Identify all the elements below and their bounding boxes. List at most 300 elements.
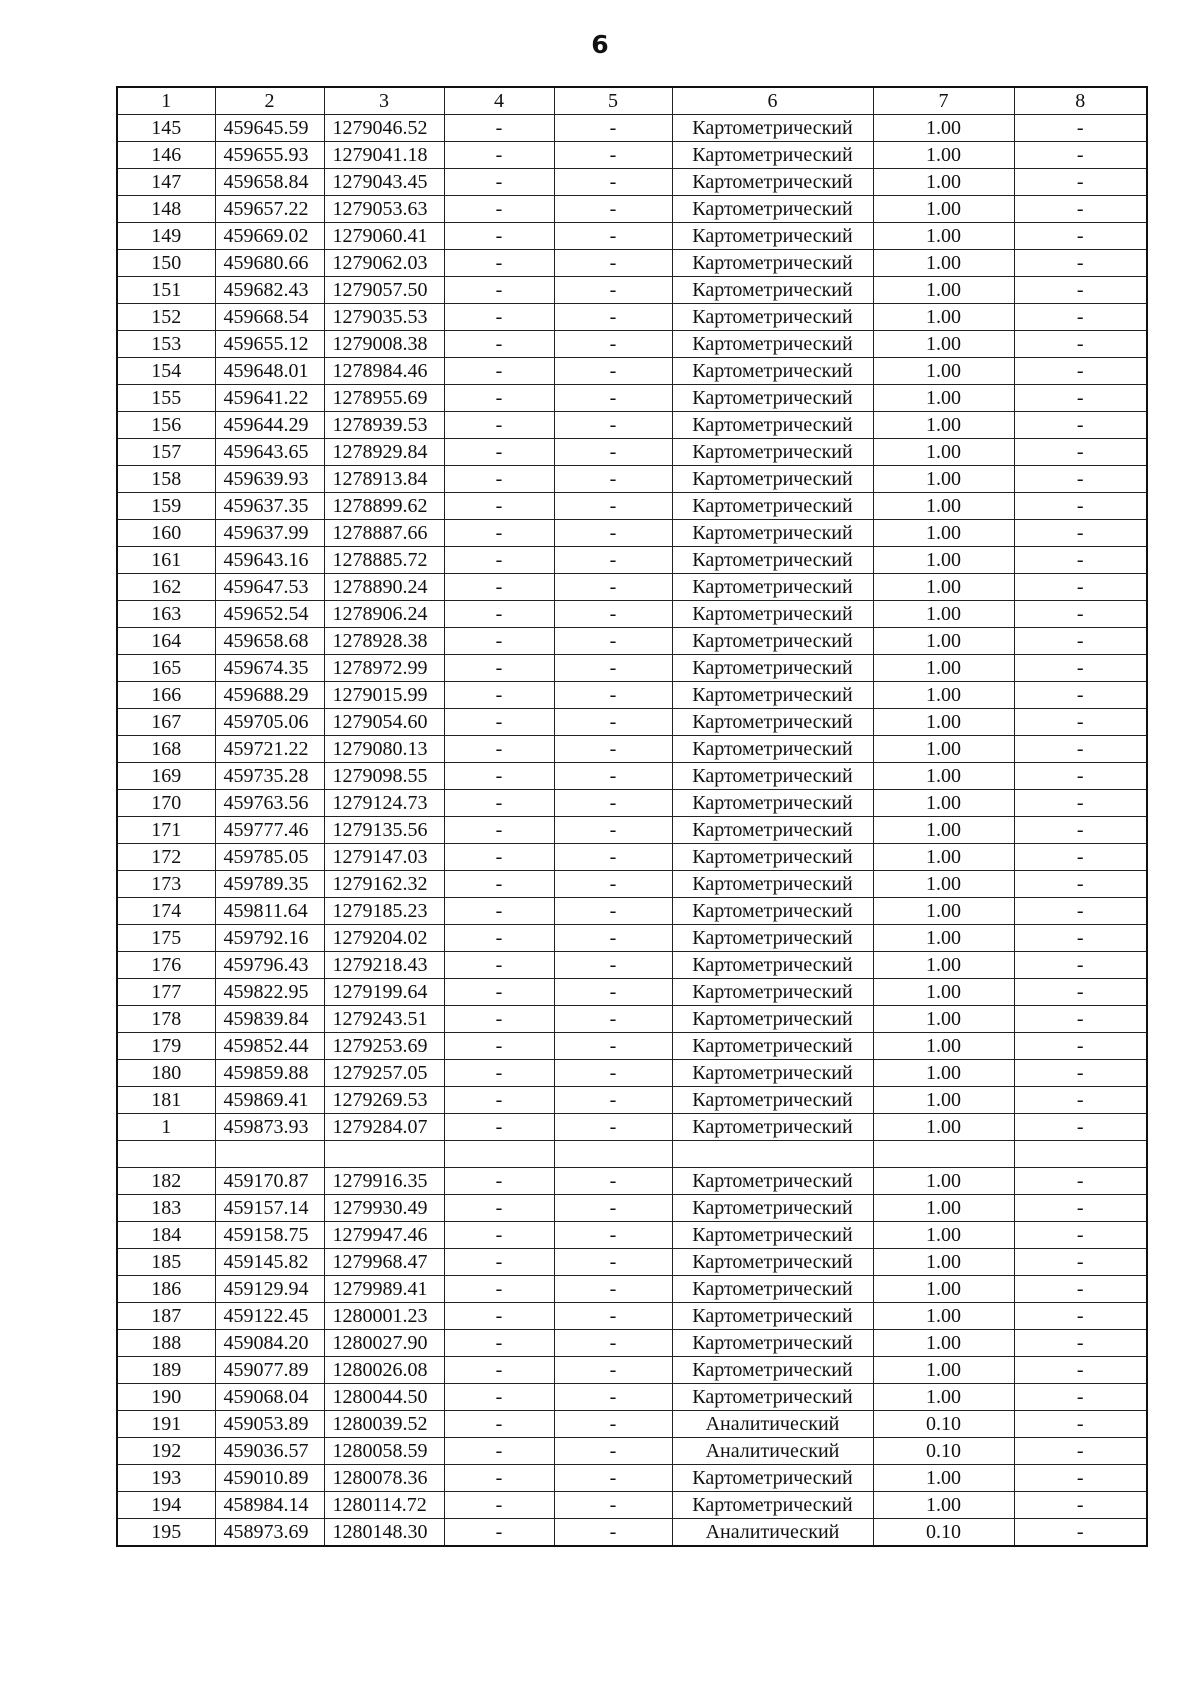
y-coordinate-cell: 1280058.59 (324, 1438, 444, 1465)
table-row (117, 1168, 1147, 1195)
point-number-cell: 154 (117, 358, 215, 385)
column-4-cell: - (444, 1438, 554, 1465)
column-5-cell: - (554, 331, 672, 358)
point-number-cell: 170 (117, 790, 215, 817)
x-coordinate-cell: 459648.01 (215, 358, 324, 385)
accuracy-cell: 1.00 (873, 1357, 1014, 1384)
y-coordinate-cell: 1279257.05 (324, 1060, 444, 1087)
column-4-cell: - (444, 655, 554, 682)
accuracy-cell: 1.00 (873, 682, 1014, 709)
method-cell: Картометрический (672, 601, 873, 628)
table-row (117, 1492, 1147, 1519)
x-coordinate-cell: 459145.82 (215, 1249, 324, 1276)
point-number-cell: 165 (117, 655, 215, 682)
point-number-cell: 193 (117, 1465, 215, 1492)
column-4-cell: - (444, 142, 554, 169)
column-4-cell: - (444, 952, 554, 979)
y-coordinate-cell: 1280044.50 (324, 1384, 444, 1411)
table-row (117, 1249, 1147, 1276)
column-4-cell: - (444, 763, 554, 790)
y-coordinate-cell: 1280114.72 (324, 1492, 444, 1519)
x-coordinate-cell: 459682.43 (215, 277, 324, 304)
accuracy-cell: 1.00 (873, 628, 1014, 655)
x-coordinate-cell: 459129.94 (215, 1276, 324, 1303)
column-8-cell: - (1014, 952, 1147, 979)
column-5-cell: - (554, 250, 672, 277)
accuracy-cell: 1.00 (873, 466, 1014, 493)
point-number-cell: 158 (117, 466, 215, 493)
column-5-cell: - (554, 520, 672, 547)
column-5-cell: - (554, 385, 672, 412)
y-coordinate-cell: 1279253.69 (324, 1033, 444, 1060)
column-5-cell: - (554, 1465, 672, 1492)
table-row (117, 1276, 1147, 1303)
point-number-cell: 174 (117, 898, 215, 925)
accuracy-cell: 1.00 (873, 1168, 1014, 1195)
point-number-cell: 148 (117, 196, 215, 223)
table-row (117, 142, 1147, 169)
method-cell: Картометрический (672, 385, 873, 412)
point-number-cell: 145 (117, 115, 215, 142)
column-5-cell: - (554, 466, 672, 493)
column-5-cell: - (554, 1411, 672, 1438)
point-number-cell: 185 (117, 1249, 215, 1276)
x-coordinate-cell: 459668.54 (215, 304, 324, 331)
method-cell: Картометрический (672, 979, 873, 1006)
method-cell: Картометрический (672, 142, 873, 169)
column-4-cell: - (444, 628, 554, 655)
column-8-cell: - (1014, 304, 1147, 331)
method-cell: Картометрический (672, 547, 873, 574)
column-4-cell: - (444, 331, 554, 358)
accuracy-cell: 0.10 (873, 1411, 1014, 1438)
method-cell: Картометрический (672, 952, 873, 979)
x-coordinate-cell: 459658.84 (215, 169, 324, 196)
point-number-cell: 161 (117, 547, 215, 574)
y-coordinate-cell: 1278972.99 (324, 655, 444, 682)
x-coordinate-cell: 459170.87 (215, 1168, 324, 1195)
accuracy-cell: 1.00 (873, 601, 1014, 628)
accuracy-cell: 1.00 (873, 817, 1014, 844)
column-4-cell: - (444, 925, 554, 952)
y-coordinate-cell: 1279199.64 (324, 979, 444, 1006)
table-row (117, 925, 1147, 952)
point-number-cell: 171 (117, 817, 215, 844)
x-coordinate-cell: 459705.06 (215, 709, 324, 736)
point-number-cell: 180 (117, 1060, 215, 1087)
y-coordinate-cell: 1280078.36 (324, 1465, 444, 1492)
column-5-cell: - (554, 736, 672, 763)
method-cell: Картометрический (672, 331, 873, 358)
method-cell: Картометрический (672, 115, 873, 142)
point-number-cell: 176 (117, 952, 215, 979)
point-number-cell: 194 (117, 1492, 215, 1519)
column-5-cell: - (554, 1222, 672, 1249)
accuracy-cell: 1.00 (873, 115, 1014, 142)
accuracy-cell: 1.00 (873, 655, 1014, 682)
y-coordinate-cell: 1279062.03 (324, 250, 444, 277)
column-8-cell: - (1014, 682, 1147, 709)
column-5-cell: - (554, 1168, 672, 1195)
y-coordinate-cell: 1280027.90 (324, 1330, 444, 1357)
table-row (117, 1303, 1147, 1330)
column-5-cell: - (554, 817, 672, 844)
method-cell: Картометрический (672, 169, 873, 196)
x-coordinate-cell: 459721.22 (215, 736, 324, 763)
column-8-cell: - (1014, 1465, 1147, 1492)
point-number-cell: 163 (117, 601, 215, 628)
point-number-cell: 1 (117, 1114, 215, 1141)
accuracy-cell: 1.00 (873, 952, 1014, 979)
table-row (117, 1438, 1147, 1465)
column-4-cell: - (444, 1276, 554, 1303)
table-row (117, 250, 1147, 277)
y-coordinate-cell: 1279008.38 (324, 331, 444, 358)
method-cell: Картометрический (672, 1249, 873, 1276)
x-coordinate-cell: 459852.44 (215, 1033, 324, 1060)
method-cell: Аналитический (672, 1411, 873, 1438)
table-row (117, 493, 1147, 520)
point-number-cell: 160 (117, 520, 215, 547)
y-coordinate-cell: 1279204.02 (324, 925, 444, 952)
column-8-cell: - (1014, 142, 1147, 169)
column-8-cell: - (1014, 277, 1147, 304)
table-row (117, 358, 1147, 385)
point-number-cell: 187 (117, 1303, 215, 1330)
column-4-cell: - (444, 196, 554, 223)
column-4-cell: - (444, 1195, 554, 1222)
x-coordinate-cell: 458973.69 (215, 1519, 324, 1547)
column-8-cell: - (1014, 385, 1147, 412)
accuracy-cell: 1.00 (873, 1384, 1014, 1411)
column-5-cell: - (554, 1492, 672, 1519)
method-cell: Картометрический (672, 655, 873, 682)
column-5-cell: - (554, 304, 672, 331)
accuracy-cell: 1.00 (873, 547, 1014, 574)
method-cell: Картометрический (672, 1465, 873, 1492)
table-row (117, 979, 1147, 1006)
table-row (117, 871, 1147, 898)
column-4-cell: - (444, 520, 554, 547)
accuracy-cell: 1.00 (873, 1195, 1014, 1222)
point-number-cell: 157 (117, 439, 215, 466)
accuracy-cell: 1.00 (873, 385, 1014, 412)
accuracy-cell: 1.00 (873, 358, 1014, 385)
y-coordinate-cell: 1279989.41 (324, 1276, 444, 1303)
column-4-cell: - (444, 1249, 554, 1276)
column-8-cell: - (1014, 574, 1147, 601)
point-number-cell: 191 (117, 1411, 215, 1438)
column-5-cell: - (554, 223, 672, 250)
method-cell: Картометрический (672, 277, 873, 304)
column-4-cell: - (444, 412, 554, 439)
table-row (117, 1465, 1147, 1492)
accuracy-cell: 1.00 (873, 925, 1014, 952)
x-coordinate-cell: 459084.20 (215, 1330, 324, 1357)
point-number-cell: 149 (117, 223, 215, 250)
x-coordinate-cell: 459010.89 (215, 1465, 324, 1492)
y-coordinate-cell: 1279135.56 (324, 817, 444, 844)
table-row (117, 1087, 1147, 1114)
accuracy-cell: 1.00 (873, 223, 1014, 250)
point-number-cell: 146 (117, 142, 215, 169)
column-8-cell: - (1014, 493, 1147, 520)
accuracy-cell: 1.00 (873, 1060, 1014, 1087)
point-number-cell: 164 (117, 628, 215, 655)
point-number-cell: 150 (117, 250, 215, 277)
accuracy-cell: 1.00 (873, 1087, 1014, 1114)
table-row (117, 1330, 1147, 1357)
column-5-cell: - (554, 601, 672, 628)
method-cell: Картометрический (672, 358, 873, 385)
y-coordinate-cell: 1279185.23 (324, 898, 444, 925)
table-body (117, 115, 1147, 1547)
column-4-cell: - (444, 979, 554, 1006)
table-row (117, 1006, 1147, 1033)
y-coordinate-cell: 1279284.07 (324, 1114, 444, 1141)
point-number-cell: 188 (117, 1330, 215, 1357)
method-cell: Картометрический (672, 709, 873, 736)
method-cell: Аналитический (672, 1438, 873, 1465)
column-4-cell: - (444, 358, 554, 385)
column-header: 5 (554, 87, 672, 115)
table-row (117, 547, 1147, 574)
column-5-cell: - (554, 1060, 672, 1087)
accuracy-cell: 1.00 (873, 1006, 1014, 1033)
y-coordinate-cell: 1280039.52 (324, 1411, 444, 1438)
table-row (117, 1411, 1147, 1438)
column-5-cell: - (554, 1384, 672, 1411)
x-coordinate-cell: 459643.65 (215, 439, 324, 466)
column-4-cell: - (444, 1357, 554, 1384)
table-row (117, 1141, 1147, 1168)
y-coordinate-cell: 1278887.66 (324, 520, 444, 547)
y-coordinate-cell: 1278928.38 (324, 628, 444, 655)
accuracy-cell: 1.00 (873, 844, 1014, 871)
column-5-cell: - (554, 1438, 672, 1465)
table-row (117, 1033, 1147, 1060)
column-8-cell: - (1014, 331, 1147, 358)
column-5-cell: - (554, 1519, 672, 1547)
column-5-cell: - (554, 358, 672, 385)
accuracy-cell: 1.00 (873, 142, 1014, 169)
x-coordinate-cell: 459158.75 (215, 1222, 324, 1249)
column-4-cell: - (444, 736, 554, 763)
method-cell: Картометрический (672, 628, 873, 655)
table-row (117, 952, 1147, 979)
column-8-cell: - (1014, 1411, 1147, 1438)
column-5-cell: - (554, 790, 672, 817)
x-coordinate-cell: 459643.16 (215, 547, 324, 574)
x-coordinate-cell: 459789.35 (215, 871, 324, 898)
column-5-cell: - (554, 952, 672, 979)
column-4-cell: - (444, 277, 554, 304)
method-cell: Картометрический (672, 817, 873, 844)
y-coordinate-cell: 1279043.45 (324, 169, 444, 196)
column-4-cell: - (444, 493, 554, 520)
column-8-cell: - (1014, 736, 1147, 763)
column-5-cell: - (554, 655, 672, 682)
y-coordinate-cell: 1278929.84 (324, 439, 444, 466)
column-8-cell: - (1014, 1114, 1147, 1141)
x-coordinate-cell: 459053.89 (215, 1411, 324, 1438)
x-coordinate-cell: 459777.46 (215, 817, 324, 844)
column-4-cell: - (444, 1222, 554, 1249)
y-coordinate-cell: 1279916.35 (324, 1168, 444, 1195)
column-8-cell: - (1014, 898, 1147, 925)
column-4-cell: - (444, 1411, 554, 1438)
method-cell: Картометрический (672, 1006, 873, 1033)
table-row (117, 439, 1147, 466)
x-coordinate-cell (215, 1141, 324, 1168)
y-coordinate-cell: 1279053.63 (324, 196, 444, 223)
column-8-cell: - (1014, 169, 1147, 196)
column-8-cell: - (1014, 1168, 1147, 1195)
table-row (117, 763, 1147, 790)
method-cell: Картометрический (672, 1114, 873, 1141)
table-row (117, 574, 1147, 601)
table-row (117, 1519, 1147, 1547)
accuracy-cell: 1.00 (873, 331, 1014, 358)
column-8-cell: - (1014, 250, 1147, 277)
column-5-cell: - (554, 628, 672, 655)
column-5-cell: - (554, 871, 672, 898)
column-8-cell: - (1014, 628, 1147, 655)
column-5-cell (554, 1141, 672, 1168)
x-coordinate-cell: 459796.43 (215, 952, 324, 979)
point-number-cell: 156 (117, 412, 215, 439)
column-5-cell: - (554, 439, 672, 466)
accuracy-cell: 1.00 (873, 196, 1014, 223)
point-number-cell: 178 (117, 1006, 215, 1033)
table-row (117, 655, 1147, 682)
table-row (117, 223, 1147, 250)
y-coordinate-cell: 1279046.52 (324, 115, 444, 142)
accuracy-cell: 1.00 (873, 736, 1014, 763)
column-8-cell: - (1014, 844, 1147, 871)
table-row (117, 466, 1147, 493)
y-coordinate-cell: 1278906.24 (324, 601, 444, 628)
accuracy-cell: 0.10 (873, 1519, 1014, 1547)
column-4-cell: - (444, 817, 554, 844)
method-cell: Картометрический (672, 493, 873, 520)
column-5-cell: - (554, 1276, 672, 1303)
column-4-cell: - (444, 790, 554, 817)
column-4-cell: - (444, 682, 554, 709)
x-coordinate-cell: 459839.84 (215, 1006, 324, 1033)
method-cell: Картометрический (672, 844, 873, 871)
coordinates-table (116, 86, 1148, 1547)
column-4-cell: - (444, 1519, 554, 1547)
y-coordinate-cell: 1279080.13 (324, 736, 444, 763)
table-row (117, 601, 1147, 628)
x-coordinate-cell: 459785.05 (215, 844, 324, 871)
method-cell: Картометрический (672, 412, 873, 439)
method-cell: Картометрический (672, 1330, 873, 1357)
y-coordinate-cell: 1278984.46 (324, 358, 444, 385)
column-header: 4 (444, 87, 554, 115)
column-4-cell: - (444, 1492, 554, 1519)
y-coordinate-cell: 1278885.72 (324, 547, 444, 574)
point-number-cell: 173 (117, 871, 215, 898)
point-number-cell: 182 (117, 1168, 215, 1195)
table-row (117, 1195, 1147, 1222)
column-8-cell: - (1014, 1330, 1147, 1357)
column-5-cell: - (554, 547, 672, 574)
x-coordinate-cell: 459869.41 (215, 1087, 324, 1114)
x-coordinate-cell: 459688.29 (215, 682, 324, 709)
accuracy-cell: 1.00 (873, 1303, 1014, 1330)
column-8-cell: - (1014, 1303, 1147, 1330)
method-cell: Картометрический (672, 1357, 873, 1384)
column-5-cell: - (554, 1195, 672, 1222)
method-cell: Картометрический (672, 925, 873, 952)
x-coordinate-cell: 459811.64 (215, 898, 324, 925)
accuracy-cell: 1.00 (873, 250, 1014, 277)
column-4-cell: - (444, 223, 554, 250)
table-row (117, 1222, 1147, 1249)
column-4-cell: - (444, 385, 554, 412)
accuracy-cell: 1.00 (873, 574, 1014, 601)
table-row (117, 331, 1147, 358)
point-number-cell: 189 (117, 1357, 215, 1384)
method-cell: Картометрический (672, 1060, 873, 1087)
table-row (117, 628, 1147, 655)
accuracy-cell: 0.10 (873, 1438, 1014, 1465)
method-cell: Картометрический (672, 682, 873, 709)
column-5-cell: - (554, 1006, 672, 1033)
accuracy-cell: 1.00 (873, 763, 1014, 790)
x-coordinate-cell: 459645.59 (215, 115, 324, 142)
y-coordinate-cell: 1279060.41 (324, 223, 444, 250)
column-8-cell: - (1014, 223, 1147, 250)
table-row (117, 304, 1147, 331)
accuracy-cell: 1.00 (873, 1033, 1014, 1060)
column-4-cell: - (444, 547, 554, 574)
point-number-cell: 152 (117, 304, 215, 331)
column-8-cell: - (1014, 925, 1147, 952)
column-4-cell: - (444, 1168, 554, 1195)
x-coordinate-cell: 459735.28 (215, 763, 324, 790)
method-cell: Картометрический (672, 871, 873, 898)
column-8-cell: - (1014, 1033, 1147, 1060)
accuracy-cell: 1.00 (873, 1222, 1014, 1249)
table-row (117, 682, 1147, 709)
point-number-cell: 169 (117, 763, 215, 790)
column-header: 3 (324, 87, 444, 115)
x-coordinate-cell: 459674.35 (215, 655, 324, 682)
x-coordinate-cell: 459157.14 (215, 1195, 324, 1222)
table-row (117, 790, 1147, 817)
column-5-cell: - (554, 1114, 672, 1141)
column-5-cell: - (554, 979, 672, 1006)
column-4-cell: - (444, 250, 554, 277)
method-cell: Картометрический (672, 1087, 873, 1114)
method-cell: Картометрический (672, 1276, 873, 1303)
point-number-cell: 177 (117, 979, 215, 1006)
method-cell: Картометрический (672, 520, 873, 547)
column-8-cell: - (1014, 1195, 1147, 1222)
column-8-cell: - (1014, 979, 1147, 1006)
x-coordinate-cell: 459763.56 (215, 790, 324, 817)
y-coordinate-cell: 1278955.69 (324, 385, 444, 412)
table-row (117, 520, 1147, 547)
y-coordinate-cell: 1279930.49 (324, 1195, 444, 1222)
column-4-cell: - (444, 844, 554, 871)
column-8-cell: - (1014, 547, 1147, 574)
y-coordinate-cell: 1280148.30 (324, 1519, 444, 1547)
column-5-cell: - (554, 574, 672, 601)
